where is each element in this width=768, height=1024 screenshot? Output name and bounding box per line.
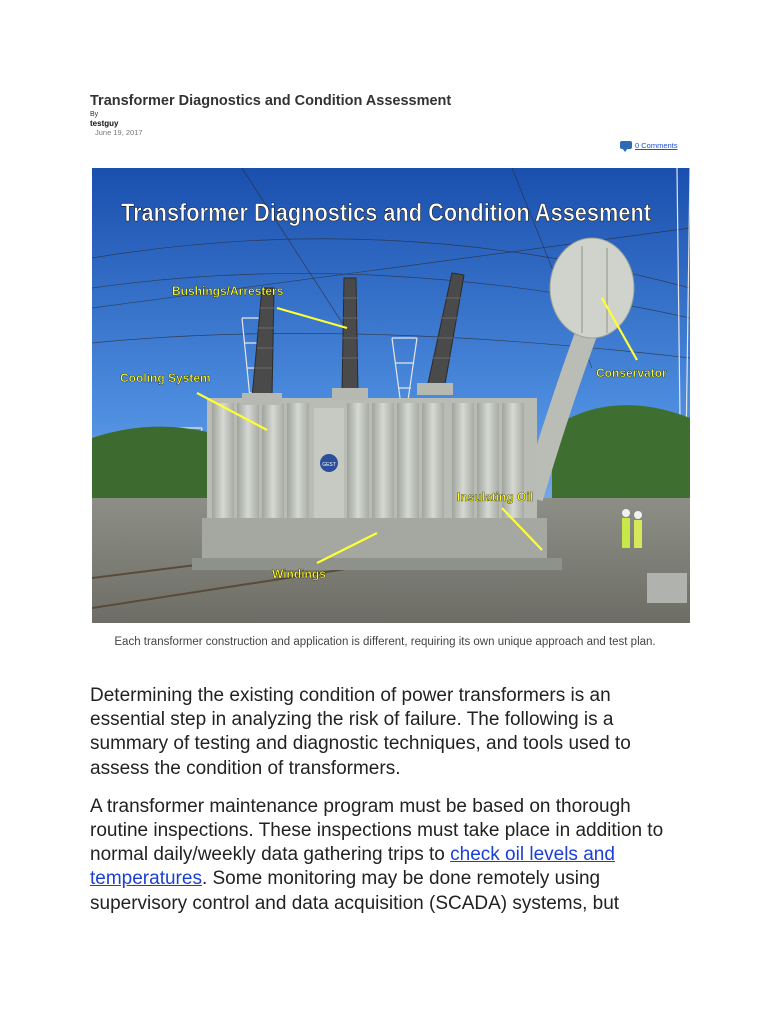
article-figure [92, 168, 690, 623]
by-label: By [90, 111, 99, 118]
nameplate-text: GEST [322, 462, 336, 468]
figure-caption: Each transformer construction and application is different, requiring its own unique approach and test plan. [114, 636, 656, 648]
label-conservator: Conservator [596, 366, 667, 380]
transformer-photo [92, 168, 690, 623]
article-title: Transformer Diagnostics and Condition Assessment [90, 93, 452, 109]
author-link[interactable]: testguy [90, 119, 119, 128]
label-windings: Windings [272, 567, 326, 581]
paragraph-2-text-start: A transformer maintenance program must be based on thorough routine inspections. These inspections must take place in addition to normal daily/weekly data gathering trips to [90, 795, 664, 866]
article-body [90, 684, 680, 930]
paragraph-2-text-end: . Some monitoring may be done remotely using supervisory control and data acquisition (SCADA) systems, but [90, 868, 620, 914]
article [90, 92, 680, 914]
banner-title: Transformer Diagnostics and Condition Assesment [121, 199, 652, 227]
publish-date: June 19, 2017 [95, 128, 143, 137]
label-bushings: Bushings/Arresters [172, 284, 284, 298]
label-insulating-oil: Insulating Oil [457, 490, 534, 504]
comments-link[interactable]: 0 Comments [635, 141, 678, 150]
paragraph-1: Determining the existing condition of power transformers is an essential step in analyzing the risk of failure. The following is a summary of testing and diagnostic techniques, and tools used to assess the condition of transformers. [90, 685, 631, 779]
paragraph-2 [90, 795, 680, 916]
comment-bubble-icon [620, 141, 632, 150]
oil-levels-link[interactable]: check oil levels and temperatures [90, 844, 615, 890]
comments-row[interactable] [620, 141, 678, 150]
label-cooling: Cooling System [120, 371, 211, 385]
